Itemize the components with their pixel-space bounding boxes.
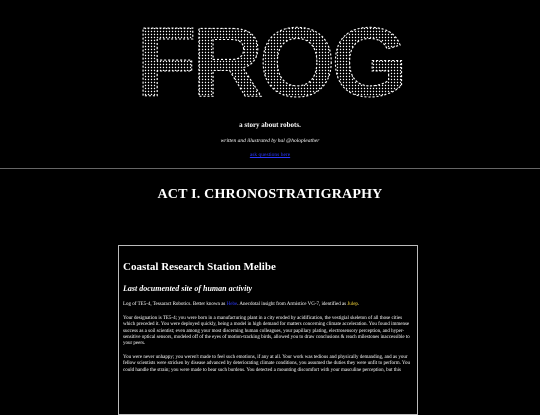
frog-logo-art bbox=[136, 6, 404, 117]
act-title: ACT I. CHRONOSTRATIGRAPHY bbox=[157, 187, 383, 202]
header-divider bbox=[0, 168, 540, 169]
story-paragraph-1: Your designation is TE5-4; you were born in a manufacturing plant in a city eroded by acidification, the vestigial skeleton of all those cities which preceded it. You were deployed quickly, being a model in high demand for matters concerning climate acceleration. You found immense success as a soil scientist; even among your most discerning human colleagues, your papillary plating, electrosensory perception, and hyper-sensitive optical sensors, modeled off of the eyes of motion-tracking birds, allowed you to draw conclusions & reach milestones inaccessible to your peers. bbox=[123, 316, 410, 347]
hero-header bbox=[0, 0, 540, 168]
tagline: a story about robots. bbox=[239, 121, 301, 129]
log-prefix: Log of TE5-4, Tessaract Robotics. Better known as bbox=[123, 302, 227, 307]
story-paragraph-2: You were never unhappy; you weren't made to feel such emotions, if any at all. Your work was tedious and physically demanding, and as your fellow scientists were stricken by disease advanced by deteriorating climate conditions, you assumed the duties they were unfit to perform. You could handle the strain; you were made to bear such burdens. You detected a mounting discomfort with your masculine perception, but this bbox=[123, 355, 411, 373]
panel-title: Coastal Research Station Melibe bbox=[123, 261, 276, 273]
hebe-name-link[interactable]: Hebe bbox=[226, 302, 238, 307]
log-mid: . Anecdotal insight from Armistice VG-7, identified as bbox=[237, 302, 348, 307]
julep-name-link[interactable]: Julep bbox=[347, 302, 358, 307]
log-end: . bbox=[357, 302, 360, 307]
author-credit: written and illustrated by hal @holopleather bbox=[220, 138, 320, 144]
story-panel bbox=[118, 245, 418, 415]
ask-questions-link[interactable]: ask questions here bbox=[249, 152, 291, 158]
logo-text: FROG bbox=[136, 7, 404, 117]
panel-subtitle: Last documented site of human activity bbox=[123, 284, 253, 293]
ask-questions-link-wrapper bbox=[0, 152, 540, 158]
log-intro bbox=[123, 302, 413, 308]
